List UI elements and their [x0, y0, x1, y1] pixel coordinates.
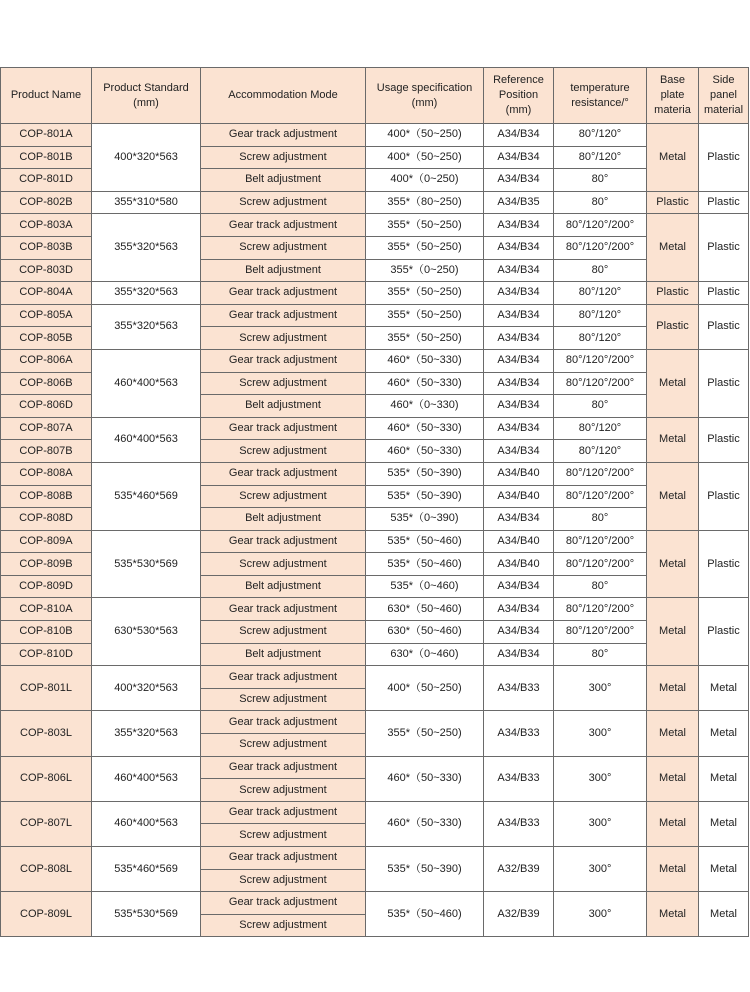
product-name-cell: COP-808A	[1, 462, 92, 485]
product-standard-cell: 460*400*563	[92, 349, 201, 417]
header-line: Accommodation Mode	[228, 89, 338, 101]
product-standard-cell: 460*400*563	[92, 801, 201, 846]
temperature-cell: 80°/120°/200°	[554, 214, 647, 237]
usage-spec-cell: 535*（50~390)	[366, 485, 484, 508]
temperature-cell: 80°/120°/200°	[554, 372, 647, 395]
product-name-cell: COP-807L	[1, 801, 92, 846]
base-plate-material-cell: Metal	[647, 756, 699, 801]
reference-position-cell: A34/B34	[484, 124, 554, 147]
reference-position-cell: A34/B34	[484, 236, 554, 259]
base-plate-material-cell: Metal	[647, 417, 699, 462]
table-row	[1, 711, 749, 734]
table-body	[1, 124, 749, 937]
side-panel-material-cell: Plastic	[699, 191, 749, 214]
product-name-cell: COP-806A	[1, 349, 92, 372]
accommodation-mode-cell: Gear track adjustment	[201, 801, 366, 824]
reference-position-cell: A34/B33	[484, 801, 554, 846]
header-product-standard	[92, 68, 201, 124]
usage-spec-cell: 355*（50~250)	[366, 327, 484, 350]
temperature-cell: 80°	[554, 191, 647, 214]
base-plate-material-cell: Plastic	[647, 304, 699, 349]
product-name-cell: COP-801L	[1, 666, 92, 711]
reference-position-cell: A34/B33	[484, 666, 554, 711]
temperature-cell: 80°/120°	[554, 440, 647, 463]
temperature-cell: 80°	[554, 259, 647, 282]
header-side-panel-material	[699, 68, 749, 124]
product-name-cell: COP-806L	[1, 756, 92, 801]
temperature-cell: 80°/120°/200°	[554, 621, 647, 644]
usage-spec-cell: 460*（50~330)	[366, 349, 484, 372]
product-standard-cell: 535*530*569	[92, 892, 201, 937]
side-panel-material-cell: Metal	[699, 847, 749, 892]
usage-spec-cell: 535*（50~460)	[366, 892, 484, 937]
product-standard-cell: 400*320*563	[92, 124, 201, 192]
header-line: (mm)	[133, 96, 159, 109]
base-plate-material-cell: Metal	[647, 214, 699, 282]
accommodation-mode-cell: Gear track adjustment	[201, 282, 366, 305]
reference-position-cell: A34/B34	[484, 417, 554, 440]
accommodation-mode-cell: Belt adjustment	[201, 395, 366, 418]
usage-spec-cell: 535*（50~460)	[366, 530, 484, 553]
header-line: Reference	[493, 74, 544, 86]
reference-position-cell: A34/B40	[484, 530, 554, 553]
product-name-cell: COP-803A	[1, 214, 92, 237]
usage-spec-cell: 630*（50~460)	[366, 598, 484, 621]
product-standard-cell: 355*320*563	[92, 214, 201, 282]
reference-position-cell: A34/B34	[484, 621, 554, 644]
reference-position-cell: A34/B34	[484, 214, 554, 237]
usage-spec-cell: 355*（50~250)	[366, 236, 484, 259]
reference-position-cell: A32/B39	[484, 847, 554, 892]
usage-spec-cell: 535*（50~390)	[366, 462, 484, 485]
temperature-cell: 80°	[554, 643, 647, 666]
reference-position-cell: A34/B33	[484, 711, 554, 756]
product-spec-table	[0, 67, 749, 937]
temperature-cell: 80°/120°	[554, 327, 647, 350]
usage-spec-cell: 355*（0~250)	[366, 259, 484, 282]
product-standard-cell: 535*460*569	[92, 847, 201, 892]
header-line: plate	[660, 89, 685, 101]
product-standard-cell: 535*530*569	[92, 530, 201, 598]
header-line: panel	[710, 89, 737, 101]
usage-spec-cell: 400*（50~250)	[366, 666, 484, 711]
product-standard-cell: 355*320*563	[92, 711, 201, 756]
product-name-cell: COP-810B	[1, 621, 92, 644]
header-product-name	[1, 68, 92, 124]
accommodation-mode-cell: Gear track adjustment	[201, 304, 366, 327]
side-panel-material-cell: Metal	[699, 711, 749, 756]
header-line: Side	[712, 74, 735, 86]
reference-position-cell: A34/B34	[484, 304, 554, 327]
reference-position-cell: A34/B33	[484, 756, 554, 801]
side-panel-material-cell: Metal	[699, 756, 749, 801]
reference-position-cell: A34/B34	[484, 508, 554, 531]
accommodation-mode-cell: Screw adjustment	[201, 372, 366, 395]
accommodation-mode-cell: Gear track adjustment	[201, 892, 366, 915]
accommodation-mode-cell: Gear track adjustment	[201, 530, 366, 553]
product-name-cell: COP-808L	[1, 847, 92, 892]
accommodation-mode-cell: Gear track adjustment	[201, 711, 366, 734]
temperature-cell: 80°/120°	[554, 124, 647, 147]
accommodation-mode-cell: Screw adjustment	[201, 440, 366, 463]
product-standard-cell: 400*320*563	[92, 666, 201, 711]
usage-spec-cell: 400*（50~250)	[366, 146, 484, 169]
reference-position-cell: A34/B34	[484, 146, 554, 169]
accommodation-mode-cell: Belt adjustment	[201, 643, 366, 666]
reference-position-cell: A34/B34	[484, 643, 554, 666]
accommodation-mode-cell: Screw adjustment	[201, 914, 366, 937]
reference-position-cell: A34/B34	[484, 349, 554, 372]
table-row	[1, 666, 749, 689]
temperature-cell: 80°/120°/200°	[554, 349, 647, 372]
product-standard-cell: 460*400*563	[92, 756, 201, 801]
accommodation-mode-cell: Screw adjustment	[201, 734, 366, 757]
temperature-cell: 80°/120°/200°	[554, 236, 647, 259]
product-name-cell: COP-808B	[1, 485, 92, 508]
accommodation-mode-cell: Gear track adjustment	[201, 417, 366, 440]
usage-spec-cell: 535*（50~460)	[366, 553, 484, 576]
table-row	[1, 417, 749, 440]
product-name-cell: COP-805B	[1, 327, 92, 350]
temperature-cell: 80°/120°	[554, 282, 647, 305]
base-plate-material-cell: Metal	[647, 711, 699, 756]
product-standard-cell: 355*310*580	[92, 191, 201, 214]
header-line: Position	[498, 89, 539, 101]
accommodation-mode-cell: Screw adjustment	[201, 553, 366, 576]
accommodation-mode-cell: Belt adjustment	[201, 575, 366, 598]
table-row	[1, 124, 749, 147]
temperature-cell: 80°	[554, 508, 647, 531]
usage-spec-cell: 355*（80~250)	[366, 191, 484, 214]
usage-spec-cell: 355*（50~250)	[366, 214, 484, 237]
product-name-cell: COP-809D	[1, 575, 92, 598]
temperature-cell: 300°	[554, 756, 647, 801]
temperature-cell: 80°/120°	[554, 146, 647, 169]
table-row	[1, 191, 749, 214]
side-panel-material-cell: Plastic	[699, 282, 749, 305]
accommodation-mode-cell: Gear track adjustment	[201, 666, 366, 689]
product-name-cell: COP-801B	[1, 146, 92, 169]
product-name-cell: COP-807A	[1, 417, 92, 440]
side-panel-material-cell: Plastic	[699, 417, 749, 462]
temperature-cell: 300°	[554, 666, 647, 711]
side-panel-material-cell: Plastic	[699, 530, 749, 598]
base-plate-material-cell: Metal	[647, 892, 699, 937]
usage-spec-cell: 355*（50~250)	[366, 304, 484, 327]
temperature-cell: 80°/120°	[554, 417, 647, 440]
usage-spec-cell: 400*（50~250)	[366, 124, 484, 147]
usage-spec-cell: 535*（0~460)	[366, 575, 484, 598]
header-line: Usage specification	[376, 81, 473, 94]
side-panel-material-cell: Plastic	[699, 214, 749, 282]
temperature-cell: 80°	[554, 395, 647, 418]
accommodation-mode-cell: Gear track adjustment	[201, 598, 366, 621]
accommodation-mode-cell: Screw adjustment	[201, 327, 366, 350]
product-standard-cell: 630*530*563	[92, 598, 201, 666]
side-panel-material-cell: Plastic	[699, 462, 749, 530]
reference-position-cell: A34/B40	[484, 462, 554, 485]
product-name-cell: COP-809L	[1, 892, 92, 937]
temperature-cell: 80°/120°/200°	[554, 598, 647, 621]
accommodation-mode-cell: Gear track adjustment	[201, 756, 366, 779]
header-accommodation-mode	[201, 68, 366, 124]
reference-position-cell: A34/B34	[484, 372, 554, 395]
header-line: Product Name	[10, 89, 82, 101]
usage-spec-cell: 460*（50~330)	[366, 756, 484, 801]
temperature-cell: 300°	[554, 847, 647, 892]
usage-spec-cell: 535*（0~390)	[366, 508, 484, 531]
usage-spec-cell: 630*（0~460)	[366, 643, 484, 666]
header-reference-position	[484, 68, 554, 124]
temperature-cell: 80°	[554, 169, 647, 192]
usage-spec-cell: 460*（50~330)	[366, 372, 484, 395]
side-panel-material-cell: Metal	[699, 801, 749, 846]
table-header	[1, 68, 749, 124]
accommodation-mode-cell: Screw adjustment	[201, 621, 366, 644]
temperature-cell: 80°/120°/200°	[554, 462, 647, 485]
header-line: Base	[659, 74, 686, 86]
reference-position-cell: A34/B34	[484, 440, 554, 463]
table-row	[1, 282, 749, 305]
base-plate-material-cell: Metal	[647, 801, 699, 846]
side-panel-material-cell: Metal	[699, 892, 749, 937]
product-name-cell: COP-804A	[1, 282, 92, 305]
accommodation-mode-cell: Screw adjustment	[201, 191, 366, 214]
usage-spec-cell: 355*（50~250)	[366, 711, 484, 756]
header-line: material	[703, 104, 744, 116]
base-plate-material-cell: Metal	[647, 349, 699, 417]
reference-position-cell: A32/B39	[484, 892, 554, 937]
temperature-cell: 80°/120°/200°	[554, 485, 647, 508]
table-row	[1, 462, 749, 485]
base-plate-material-cell: Metal	[647, 530, 699, 598]
product-name-cell: COP-809A	[1, 530, 92, 553]
side-panel-material-cell: Plastic	[699, 349, 749, 417]
table-row	[1, 214, 749, 237]
temperature-cell: 80°/120°/200°	[554, 530, 647, 553]
product-name-cell: COP-803D	[1, 259, 92, 282]
product-name-cell: COP-810D	[1, 643, 92, 666]
product-name-cell: COP-803B	[1, 236, 92, 259]
accommodation-mode-cell: Gear track adjustment	[201, 124, 366, 147]
product-name-cell: COP-810A	[1, 598, 92, 621]
accommodation-mode-cell: Screw adjustment	[201, 146, 366, 169]
base-plate-material-cell: Metal	[647, 124, 699, 192]
accommodation-mode-cell: Screw adjustment	[201, 779, 366, 802]
product-standard-cell: 355*320*563	[92, 304, 201, 349]
reference-position-cell: A34/B35	[484, 191, 554, 214]
product-name-cell: COP-807B	[1, 440, 92, 463]
table-row	[1, 847, 749, 870]
accommodation-mode-cell: Screw adjustment	[201, 824, 366, 847]
accommodation-mode-cell: Gear track adjustment	[201, 349, 366, 372]
product-name-cell: COP-808D	[1, 508, 92, 531]
reference-position-cell: A34/B34	[484, 327, 554, 350]
reference-position-cell: A34/B40	[484, 553, 554, 576]
temperature-cell: 300°	[554, 892, 647, 937]
product-standard-cell: 460*400*563	[92, 417, 201, 462]
temperature-cell: 80°/120°/200°	[554, 553, 647, 576]
usage-spec-cell: 400*（0~250)	[366, 169, 484, 192]
base-plate-material-cell: Metal	[647, 847, 699, 892]
base-plate-material-cell: Metal	[647, 598, 699, 666]
usage-spec-cell: 460*（50~330)	[366, 440, 484, 463]
header-line: (mm)	[411, 96, 438, 109]
temperature-cell: 80°/120°	[554, 304, 647, 327]
accommodation-mode-cell: Screw adjustment	[201, 236, 366, 259]
product-name-cell: COP-805A	[1, 304, 92, 327]
accommodation-mode-cell: Belt adjustment	[201, 508, 366, 531]
header-temperature-resistance	[554, 68, 647, 124]
header-line: materia	[654, 104, 691, 116]
reference-position-cell: A34/B34	[484, 598, 554, 621]
product-name-cell: COP-801A	[1, 124, 92, 147]
usage-spec-cell: 630*（50~460)	[366, 621, 484, 644]
accommodation-mode-cell: Belt adjustment	[201, 259, 366, 282]
reference-position-cell: A34/B34	[484, 575, 554, 598]
table-row	[1, 801, 749, 824]
base-plate-material-cell: Metal	[647, 462, 699, 530]
header-base-plate-material	[647, 68, 699, 124]
reference-position-cell: A34/B34	[484, 169, 554, 192]
accommodation-mode-cell: Belt adjustment	[201, 169, 366, 192]
header-row	[1, 68, 749, 124]
temperature-cell: 80°	[554, 575, 647, 598]
accommodation-mode-cell: Screw adjustment	[201, 688, 366, 711]
product-name-cell: COP-809B	[1, 553, 92, 576]
header-line: temperature	[570, 81, 630, 94]
header-usage-specification	[366, 68, 484, 124]
usage-spec-cell: 355*（50~250)	[366, 282, 484, 305]
temperature-cell: 300°	[554, 801, 647, 846]
accommodation-mode-cell: Gear track adjustment	[201, 847, 366, 870]
side-panel-material-cell: Metal	[699, 666, 749, 711]
table-row	[1, 598, 749, 621]
accommodation-mode-cell: Screw adjustment	[201, 485, 366, 508]
product-standard-cell: 535*460*569	[92, 462, 201, 530]
temperature-cell: 300°	[554, 711, 647, 756]
reference-position-cell: A34/B34	[484, 395, 554, 418]
base-plate-material-cell: Metal	[647, 666, 699, 711]
table-row	[1, 530, 749, 553]
accommodation-mode-cell: Screw adjustment	[201, 869, 366, 892]
side-panel-material-cell: Plastic	[699, 598, 749, 666]
accommodation-mode-cell: Gear track adjustment	[201, 214, 366, 237]
reference-position-cell: A34/B34	[484, 282, 554, 305]
base-plate-material-cell: Plastic	[647, 191, 699, 214]
table-row	[1, 304, 749, 327]
header-line: (mm)	[505, 104, 532, 116]
product-name-cell: COP-806B	[1, 372, 92, 395]
product-name-cell: COP-806D	[1, 395, 92, 418]
product-name-cell: COP-802B	[1, 191, 92, 214]
product-standard-cell: 355*320*563	[92, 282, 201, 305]
usage-spec-cell: 460*（50~330)	[366, 417, 484, 440]
table-row	[1, 349, 749, 372]
accommodation-mode-cell: Gear track adjustment	[201, 462, 366, 485]
table-row	[1, 756, 749, 779]
base-plate-material-cell: Plastic	[647, 282, 699, 305]
header-line: resistance/°	[571, 96, 629, 109]
usage-spec-cell: 460*（0~330)	[366, 395, 484, 418]
product-name-cell: COP-803L	[1, 711, 92, 756]
side-panel-material-cell: Plastic	[699, 304, 749, 349]
header-line: Product Standard	[103, 81, 189, 94]
side-panel-material-cell: Plastic	[699, 124, 749, 192]
usage-spec-cell: 460*（50~330)	[366, 801, 484, 846]
table-row	[1, 892, 749, 915]
product-name-cell: COP-801D	[1, 169, 92, 192]
reference-position-cell: A34/B40	[484, 485, 554, 508]
reference-position-cell: A34/B34	[484, 259, 554, 282]
usage-spec-cell: 535*（50~390)	[366, 847, 484, 892]
